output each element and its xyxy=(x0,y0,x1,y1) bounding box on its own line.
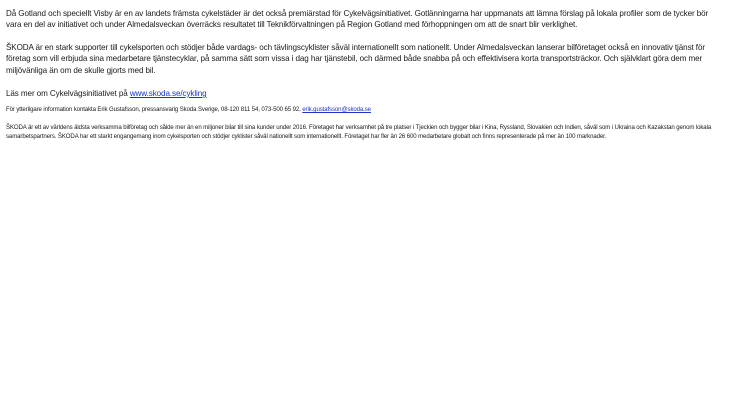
paragraph-skoda-support: ŠKODA är en stark supporter till cykelsporten och stödjer både vardags- och tävlingscyklister såväl internationellt som nationellt. Under Almedalsveckan lanserar bilföretaget också en innovativ tjänst för företag som vill erbjuda sina medarbetare tjänstecyklar, på samma sätt som vissa i dag har tjänstebil, och därmed både snabba på och effektivisera korta transportsträckor. Och självklart göra dem mer miljövänliga än om de skulle gjorts med bil. xyxy=(6,42,705,75)
paragraph-gotland: Då Gotland och speciellt Visby är en av landets främsta cykelstäder är det också premiärstad för Cykelvägsinitiativet. Gotlänningarna har uppmanats att lämna förslag på lokala profiler som de tycker bör vara en del av initiativet och under Almedalsveckan överräcks resultatet till Teknikförvaltningen på Region Gotland med förhoppningen om att de snart blir verklighet. xyxy=(6,9,709,30)
paragraph-about-skoda: ŠKODA är ett av världens äldsta verksamma bilföretag och sålde mer än en miljoner bilar till sina kunder under 2016. Företaget har verksamhet på tre platser i Tjeckien och bygger bilar i Kina, Ryssland, Slovakien och Indien, såväl som i Ukraina och Kazakstan genom lokala samarbetspartners. ŠKODA har ett starkt engangemang inom cykelsporten och stödjer cyklister såväl nationellt som internationellt. Företaget har fler än 26 600 medarbetare globalt och finns representerade på mer än 100 marknader. xyxy=(6,124,712,140)
cykling-link[interactable]: www.skoda.se/cykling xyxy=(129,89,207,99)
paragraph-read-more xyxy=(6,88,712,99)
read-more-text: Läs mer om Cykelvägsinitiativet på xyxy=(6,89,130,99)
paragraph-contact xyxy=(6,106,712,115)
email-link[interactable]: erik.gustafsson@skoda.se xyxy=(302,106,371,114)
document-body xyxy=(6,8,712,141)
contact-text: För ytterligare information kontakta Erik Gustafsson, pressansvarig Skoda Sverige, 08-120 811 54, 073-500 65 92, xyxy=(6,106,303,114)
